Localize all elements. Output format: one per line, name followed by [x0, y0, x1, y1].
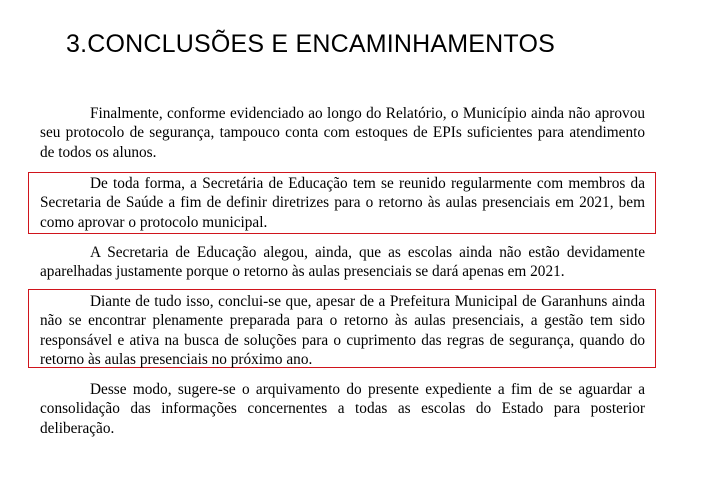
paragraph-schools-equipment: A Secretaria de Educação alegou, ainda, que as escolas ainda não estão devidamente aparelhadas justamente porque o retorno às aulas presenciais se dará apenas em 2021.: [40, 244, 645, 281]
paragraph-secretaria-meetings: De toda forma, a Secretária de Educação tem se reunido regularmente com membros da Secretaria de Saúde a fim de definir diretrizes para o retorno às aulas presenciais em 2021, bem como aprovar o protocolo municipal.: [40, 175, 645, 231]
paragraph-recommendation: Desse modo, sugere-se o arquivamento do presente expediente a fim de se aguardar a consolidação das informações concernentes a todas as escolas do Estado para posterior deliberação.: [40, 381, 645, 437]
paragraph-protocol-status: Finalmente, conforme evidenciado ao longo do Relatório, o Município ainda não aprovou seu protocolo de segurança, tampouco conta com estoques de EPIs suficientes para atendimento de todos os alunos.: [40, 105, 645, 161]
paragraph-conclusion: Diante de tudo isso, conclui-se que, apesar de a Prefeitura Municipal de Garanhuns ainda não se encontrar plenamente preparada para o retorno às aulas presenciais, a gestão tem sido responsável e ativa na busca de soluções para o cuprimento das regras de segurança, quando do retorno às aulas presenciais no próximo ano.: [40, 293, 645, 368]
section-heading: 3.CONCLUSÕES E ENCAMINHAMENTOS: [66, 30, 555, 58]
